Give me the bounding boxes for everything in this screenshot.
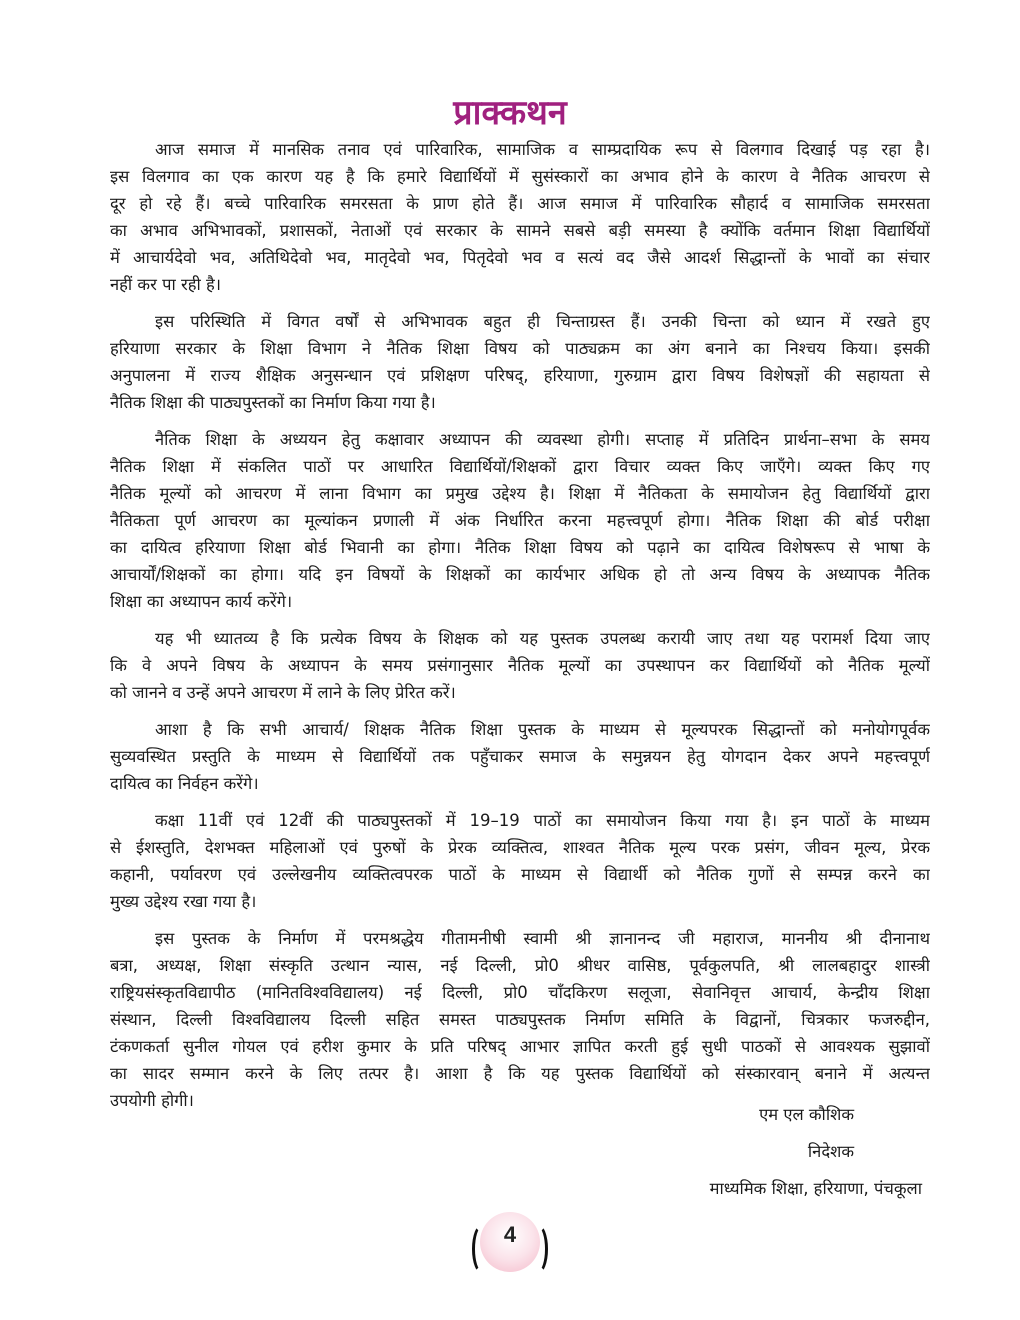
signature-office: माध्यमिक शिक्षा, हरियाणा, पंचकूला: [709, 1179, 922, 1198]
text-line: आशा है कि सभी आचार्य/ शिक्षक नैतिक शिक्षा पुस्तक के माध्यम से मूल्यपरक सिद्धान्तों को मनोयोगपूर्वक: [155, 720, 930, 739]
text-line: नैतिक शिक्षा में संकलित पाठों पर आधारित विद्यार्थियों/शिक्षकों द्वारा विचार व्यक्त किए जाएँगे। व्यक्त किए गए: [110, 457, 930, 476]
text-line: कक्षा 11वीं एवं 12वीं की पाठ्यपुस्तकों में 19–19 पाठों का समायोजन किया गया है। इन पाठों के माध्यम: [155, 811, 930, 830]
paragraph-4: [110, 625, 930, 706]
text-line: शिक्षा का अध्यापन कार्य करेंगे।: [110, 592, 293, 611]
page-title: प्राक्कथन: [453, 93, 567, 133]
signature-name: एम एल कौशिक: [759, 1105, 854, 1124]
paragraph-1: [110, 136, 930, 298]
text-line: का सादर सम्मान करने के लिए तत्पर है। आशा है कि यह पुस्तक विद्यार्थियों को संस्कारवान् बनाने में अत्यन्त: [110, 1064, 930, 1083]
paragraph-5: [110, 716, 930, 797]
text-line: इस पुस्तक के निर्माण में परमश्रद्धेय गीतामनीषी स्वामी श्री ज्ञानानन्द जी महाराज, माननीय श्री दीनानाथ: [155, 929, 930, 948]
text-line: संस्थान, दिल्ली विश्वविद्यालय दिल्ली सहित समस्त पाठ्यपुस्तक निर्माण समिति के विद्वानों, चित्रकार फजरुद्दीन,: [110, 1010, 930, 1029]
text-line: अनुपालना में राज्य शैक्षिक अनुसन्धान एवं प्रशिक्षण परिषद्, हरियाणा, गुरुग्राम द्वारा विषय विशेषज्ञों की सहायता से: [110, 366, 930, 385]
body-text: [110, 136, 930, 1124]
page-number: 4: [503, 1222, 517, 1247]
text-line: नैतिक शिक्षा की पाठ्यपुस्तकों का निर्माण किया गया है।: [110, 393, 436, 412]
paragraph-7: [110, 925, 930, 1114]
paragraph-3: [110, 426, 930, 615]
text-line: नैतिक मूल्यों को आचरण में लाना विभाग का प्रमुख उद्देश्य है। शिक्षा में नैतिकता के समायोजन हेतु विद्यार्थियों द्वारा: [110, 484, 930, 503]
text-line: कहानी, पर्यावरण एवं उल्लेखनीय व्यक्तित्वपरक पाठों के माध्यम से विद्यार्थी को नैतिक गुणों से सम्पन्न करने का: [110, 865, 930, 884]
text-line: आज समाज में मानसिक तनाव एवं पारिवारिक, सामाजिक व साम्प्रदायिक रूप से विलगाव दिखाई पड़ रहा है।: [155, 140, 930, 159]
text-line: कि वे अपने विषय के अध्यापन के समय प्रसंगानुसार नैतिक मूल्यों का उपस्थापन कर विद्यार्थियों को नैतिक मूल्यों: [110, 656, 930, 675]
text-line: इस परिस्थिति में विगत वर्षों से अभिभावक बहुत ही चिन्ताग्रस्त हैं। उनकी चिन्ता को ध्यान में रखते हुए: [155, 312, 930, 331]
text-line: मुख्य उद्देश्य रखा गया है।: [110, 892, 257, 911]
text-line: से ईशस्तुति, देशभक्त महिलाओं एवं पुरुषों के प्रेरक व्यक्तित्व, शाश्वत नैतिक मूल्य परक प्रसंग, जीवन मूल्य, प्रेरक: [110, 838, 930, 857]
text-line: का दायित्व हरियाणा शिक्षा बोर्ड भिवानी का होगा। नैतिक शिक्षा विषय को पढ़ाने का दायित्व विशेषरूप से भाषा के: [110, 538, 930, 557]
text-line: में आचार्यदेवो भव, अतिथिदेवो भव, मातृदेवो भव, पितृदेवो भव व सत्यं वद जैसे आदर्श सिद्धान्तों के भावों का संचार: [110, 248, 930, 267]
paragraph-2: [110, 308, 930, 416]
text-line: बत्रा, अध्यक्ष, शिक्षा संस्कृति उत्थान न्यास, नई दिल्ली, प्रो0 श्रीधर वासिष्ठ, पूर्वकुलपति, श्री लालबहादुर शास्त्री: [110, 956, 930, 975]
text-line: इस विलगाव का एक कारण यह है कि हमारे विद्यार्थियों में सुसंस्कारों का अभाव होने के कारण वे नैतिक आचरण से: [110, 167, 930, 186]
page-number-badge: [470, 1212, 550, 1262]
text-line: टंकणकर्ता सुनील गोयल एवं हरीश कुमार के प्रति परिषद् आभार ज्ञापित करती हुई सुधी पाठकों से आवश्यक सुझावों: [110, 1037, 930, 1056]
text-line: सुव्यवस्थित प्रस्तुति के माध्यम से विद्यार्थियों तक पहुँचाकर समाज के समुन्नयन हेतु योगदान देकर अपने महत्त्वपूर्ण: [110, 747, 930, 766]
text-line: हरियाणा सरकार के शिक्षा विभाग ने नैतिक शिक्षा विषय को पाठ्यक्रम का अंग बनाने का निश्चय किया। इसकी: [110, 339, 930, 358]
text-line: का अभाव अभिभावकों, प्रशासकों, नेताओं एवं सरकार के सामने सबसे बड़ी समस्या है क्योंकि वर्तमान शिक्षा विद्यार्थियों: [110, 221, 930, 240]
text-line: उपयोगी होगी।: [110, 1091, 194, 1110]
text-line: दूर हो रहे हैं। बच्चे पारिवारिक समरसता के प्राण होते हैं। आज समाज में पारिवारिक सौहार्द व सामाजिक समरसता: [110, 194, 930, 213]
text-line: को जानने व उन्हें अपने आचरण में लाने के लिए प्रेरित करें।: [110, 683, 456, 702]
text-line: नैतिकता पूर्ण आचरण का मूल्यांकन प्रणाली में अंक निर्धारित करना महत्त्वपूर्ण होगा। नैतिक शिक्षा की बोर्ड परीक्षा: [110, 511, 930, 530]
text-line: राष्ट्रियसंस्कृतविद्यापीठ (मानितविश्वविद्यालय) नई दिल्ली, प्रो0 चाँदकिरण सलूजा, सेवानिवृत्त आचार्य, केन्द्रीय शिक्षा: [110, 983, 930, 1002]
text-line: नैतिक शिक्षा के अध्ययन हेतु कक्षावार अध्यापन की व्यवस्था होगी। सप्ताह में प्रतिदिन प्रार्थना–सभा के समय: [155, 430, 930, 449]
text-line: आचार्यों/शिक्षकों का होगा। यदि इन विषयों के शिक्षकों का कार्यभार अधिक हो तो अन्य विषय के अध्यापक नैतिक: [110, 565, 930, 584]
paragraph-6: [110, 807, 930, 915]
text-line: यह भी ध्यातव्य है कि प्रत्येक विषय के शिक्षक को यह पुस्तक उपलब्ध करायी जाए तथा यह परामर्श दिया जाए: [155, 629, 930, 648]
text-line: दायित्व का निर्वहन करेंगे।: [110, 774, 259, 793]
text-line: नहीं कर पा रही है।: [110, 275, 222, 294]
signature-designation: निदेशक: [807, 1142, 854, 1161]
